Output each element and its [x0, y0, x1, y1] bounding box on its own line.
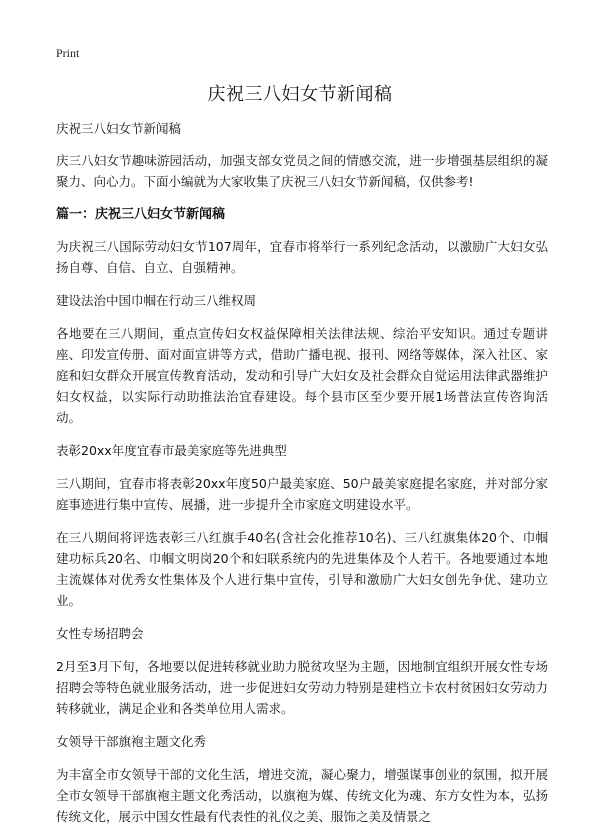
subheading: 女性专场招聘会 — [56, 626, 144, 641]
paragraph: 各地要在三八期间，重点宣传妇女权益保障相关法律法规、综治平安知识。通过专题讲座、印发宣传册、面对面宣讲等方式，借助广播电视、报刊、网络等媒体，深入社区、家庭和妇女群众开展宣传教育活动，发动和引导广大妇女及社会群众自觉运用法律武器维护妇女权益，以实际行动助推法治宜春建设。每个县市区至少要开展1场普法宣传咨询活动。 — [56, 326, 548, 425]
print-link[interactable]: Print — [56, 46, 80, 60]
subheading: 建设法治中国巾帼在行动三八维权周 — [56, 293, 257, 308]
intro-paragraph: 庆三八妇女节趣味游园活动，加强支部女党员之间的情感交流，进一步增强基层组织的凝聚力、向心力。下面小编就为大家收集了庆祝三八妇女节新闻稿，仅供参考! — [56, 153, 548, 189]
article-body — [56, 118, 548, 839]
article-subtitle: 庆祝三八妇女节新闻稿 — [56, 121, 182, 136]
paragraph: 2月至3月下旬，各地要以促进转移就业助力脱贫攻坚为主题，因地制宜组织开展女性专场招聘会等特色就业服务活动，进一步促进妇女劳动力特别是建档立卡农村贫困妇女劳动力转移就业，满足企业和各类单位用人需求。 — [56, 659, 548, 716]
paragraph: 在三八期间将评选表彰三八红旗手40名(含社会化推荐10名)、三八红旗集体20个、巾帼建功标兵20名、巾帼文明岗20个和妇联系统内的先进集体及个人若干。各地要通过本地主流媒体对优秀女性集体及个人进行集中宣传，引导和激励广大妇女创先争优、建功立业。 — [56, 530, 548, 608]
subheading: 表彰20xx年度宜春市最美家庭等先进典型 — [56, 443, 287, 458]
page-title: 庆祝三八妇女节新闻稿 — [207, 84, 393, 105]
section-title: 篇一：庆祝三八妇女节新闻稿 — [56, 207, 226, 222]
paragraph: 为丰富全市女领导干部的文化生活，增进交流，凝心聚力，增强谋事创业的氛围，拟开展全市女领导干部旗袍主题文化秀活动，以旗袍为媒、传统文化为魂、东方女性为本，弘扬传统文化，展示中国女性最有代表性的礼仪之美、服饰之美及情景之 — [56, 767, 548, 824]
subheading: 女领导干部旗袍主题文化秀 — [56, 734, 207, 749]
paragraph: 三八期间，宜春市将表彰20xx年度50户最美家庭、50户最美家庭提名家庭，并对部分家庭事迹进行集中宣传、展播，进一步提升全市家庭文明建设水平。 — [56, 476, 548, 512]
paragraph: 为庆祝三八国际劳动妇女节107周年，宜春市将举行一系列纪念活动，以激励广大妇女弘扬自尊、自信、自立、自强精神。 — [56, 239, 548, 275]
